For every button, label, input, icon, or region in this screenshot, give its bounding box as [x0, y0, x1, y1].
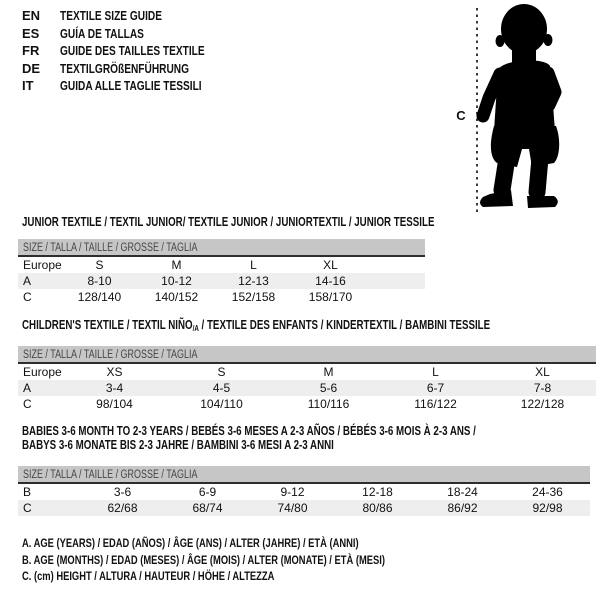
height-cell: 128/140 [77, 290, 122, 304]
subscript-a: /A [192, 324, 199, 333]
language-title: GUIDE DES TAILLES TEXTILE [60, 43, 205, 58]
age-cell: 6-7 [426, 381, 445, 395]
language-code: ES [22, 25, 40, 41]
size-cell: L [432, 365, 439, 379]
table-row [18, 364, 596, 380]
height-cell: 86/92 [447, 501, 478, 515]
table-row [18, 289, 425, 305]
children-table-title-text: CHILDREN'S TEXTILE / TEXTIL NIÑO/A / TEXTILE DES ENFANTS / KINDERTEXTIL / BAMBINI TESSILE [22, 318, 491, 333]
height-cell: 104/110 [200, 397, 243, 411]
table-row [18, 257, 425, 273]
language-title: TEXTILE SIZE GUIDE [60, 8, 162, 23]
footnote-c: C. (cm) HEIGHT / ALTURA / HAUTEUR / HÖHE / ALTEZZA [22, 569, 275, 583]
row-label: A [23, 274, 32, 288]
language-row-de [22, 60, 245, 78]
row-label: B [23, 485, 32, 499]
language-row-fr [22, 42, 245, 60]
language-title: TEXTILGRÖßENFÜHRUNG [60, 60, 190, 76]
junior-table-title-text: JUNIOR TEXTILE / TEXTIL JUNIOR/ TEXTILE JUNIOR / JUNIORTEXTIL / JUNIOR TESSILE [22, 215, 435, 229]
babies-table-title-line1: BABIES 3-6 MONTH TO 2-3 YEARS / BEBÉS 3-6 MESES A 2-3 AÑOS / BÉBÉS 3-6 MOIS À 2-3 ANS / [22, 424, 476, 438]
children-size-table [18, 346, 596, 412]
size-cell: S [95, 258, 104, 272]
height-cell: 92/98 [532, 501, 563, 515]
junior-size-table [18, 239, 425, 305]
language-row-en [22, 7, 245, 25]
age-cell: 24-36 [532, 485, 563, 499]
babies-table-title [22, 424, 600, 452]
size-header-bar [18, 346, 596, 364]
height-cell: 80/86 [362, 501, 393, 515]
height-cell: 116/122 [414, 397, 457, 411]
size-cell: XS [106, 365, 123, 379]
height-cell: 110/116 [307, 397, 350, 411]
height-cell: 62/68 [107, 501, 138, 515]
table-row [18, 273, 425, 289]
height-cell: 122/128 [520, 397, 565, 411]
language-code: FR [22, 43, 40, 58]
size-header-label: SIZE / TALLA / TAILLE / GRÖSSE / TAGLIA [23, 242, 198, 254]
row-label: Europe [23, 258, 62, 272]
row-label: C [23, 397, 32, 411]
legend-footnotes [22, 535, 487, 585]
language-row-it [22, 77, 245, 95]
row-label: C [23, 290, 32, 304]
height-cell: 74/80 [277, 501, 308, 515]
age-cell: 6-9 [198, 485, 217, 499]
height-cell: 140/152 [154, 290, 199, 304]
height-cell: 68/74 [192, 501, 223, 515]
size-cell: L [250, 258, 257, 272]
size-cell: XL [535, 365, 550, 379]
size-cell: S [217, 365, 226, 379]
size-header-label: SIZE / TALLA / TAILLE / GRÖSSE / TAGLIA [23, 469, 198, 481]
language-title: GUIDA ALLE TAGLIE TESSILI [60, 78, 202, 93]
language-code: EN [22, 8, 41, 23]
age-cell: 14-16 [315, 274, 346, 288]
language-code: DE [22, 60, 41, 76]
size-header-bar [18, 239, 425, 257]
size-cell: XL [323, 258, 338, 272]
row-label: C [23, 501, 32, 515]
children-table-title [22, 318, 600, 336]
junior-table-title [22, 215, 551, 229]
age-cell: 7-8 [533, 381, 552, 395]
size-cell: M [171, 258, 182, 272]
age-cell: 4-5 [212, 381, 231, 395]
table-row [18, 500, 590, 516]
language-title-list [22, 7, 245, 95]
height-cell: 152/158 [231, 290, 276, 304]
footnote-b: B. AGE (MONTHS) / EDAD (MESES) / ÂGE (MOIS) / ALTER (MONATE) / ETÀ (MESI) [22, 552, 385, 567]
table-row [18, 396, 596, 412]
row-label: Europe [23, 365, 62, 379]
age-cell: 5-6 [319, 381, 338, 395]
table-row [18, 484, 590, 500]
age-cell: 3-4 [105, 381, 124, 395]
age-cell: 12-18 [362, 485, 393, 499]
age-cell: 12-13 [238, 274, 269, 288]
height-cell: 158/170 [308, 290, 353, 304]
age-cell: 8-10 [87, 274, 112, 288]
language-code: IT [22, 78, 34, 93]
babies-size-table [18, 466, 590, 516]
age-cell: 3-6 [113, 485, 132, 499]
age-cell: 9-12 [280, 485, 305, 499]
table-row [18, 380, 596, 396]
babies-table-title-line2: BABYS 3-6 MONATE BIS 2-3 JAHRE / BAMBINI 3-6 MESI A 2-3 ANNI [22, 438, 334, 452]
size-header-label: SIZE / TALLA / TAILLE / GRÖSSE / TAGLIA [23, 349, 198, 361]
toddler-silhouette [470, 0, 600, 215]
row-label: A [23, 381, 32, 395]
footnote-a: A. AGE (YEARS) / EDAD (AÑOS) / ÂGE (ANS) / ALTER (JAHRE) / ETÀ (ANNI) [22, 536, 359, 550]
language-title: GUÍA DE TALLAS [60, 25, 144, 41]
height-cell: 98/104 [96, 397, 133, 411]
size-cell: M [323, 365, 334, 379]
age-cell: 18-24 [447, 485, 478, 499]
age-cell: 10-12 [161, 274, 192, 288]
size-header-bar [18, 466, 590, 484]
language-row-es [22, 25, 245, 43]
height-marker-label: C [456, 108, 466, 123]
